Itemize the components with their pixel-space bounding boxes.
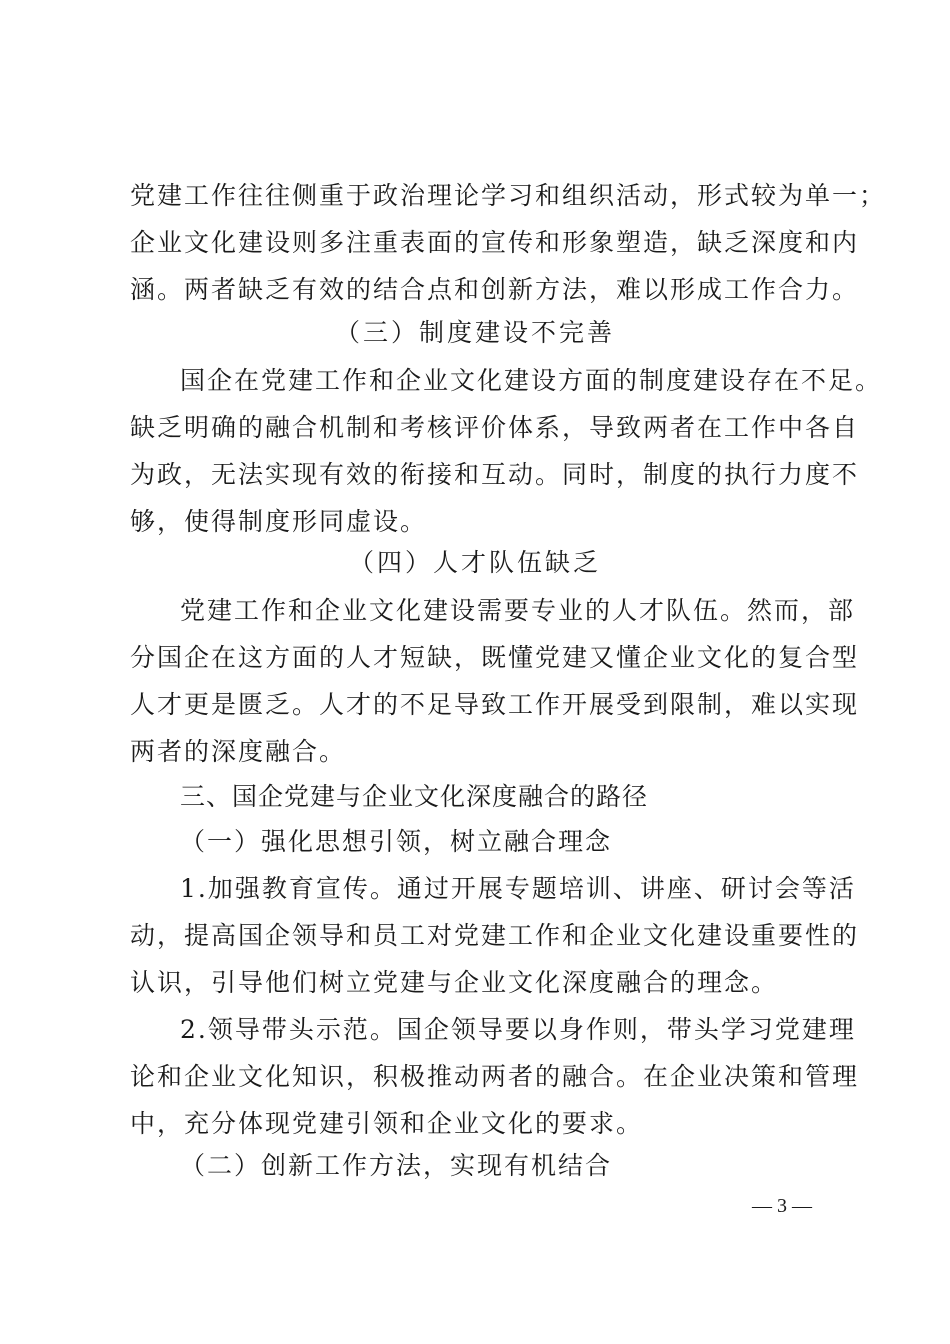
intro-line-1: 党建工作往往侧重于政治理论学习和组织活动，形式较为单一；	[130, 181, 887, 210]
para-4-line-2: 分国企在这方面的人才短缺，既懂党建又懂企业文化的复合型	[130, 643, 860, 672]
para-4-line-4: 两者的深度融合。	[130, 737, 347, 766]
intro-line-2: 企业文化建设则多注重表面的宣传和形象塑造，缺乏深度和内	[130, 228, 860, 257]
item-2-line-3: 中，充分体现党建引领和企业文化的要求。	[130, 1109, 644, 1138]
intro-line-3: 涵。两者缺乏有效的结合点和创新方法，难以形成工作合力。	[130, 275, 860, 304]
para-4-line-1: 党建工作和企业文化建设需要专业的人才队伍。然而，部	[180, 596, 856, 625]
heading-institution-building: （三）制度建设不完善	[334, 318, 615, 347]
subsection-1-title: （一）强化思想引领，树立融合理念	[180, 827, 613, 856]
subsection-2-title: （二）创新工作方法，实现有机结合	[180, 1151, 613, 1180]
para-3-line-4: 够，使得制度形同虚设。	[130, 507, 428, 536]
section-3-title: 三、国企党建与企业文化深度融合的路径	[180, 782, 649, 811]
page-number: — 3 —	[752, 1195, 812, 1217]
para-3-line-1: 国企在党建工作和企业文化建设方面的制度建设存在不足。	[180, 366, 883, 395]
item-1-line-3: 认识，引导他们树立党建与企业文化深度融合的理念。	[130, 968, 779, 997]
para-3-line-3: 为政，无法实现有效的衔接和互动。同时，制度的执行力度不	[130, 460, 860, 489]
item-2-line-1: 2.领导带头示范。国企领导要以身作则，带头学习党建理	[180, 1015, 856, 1044]
item-1-line-1: 1.加强教育宣传。通过开展专题培训、讲座、研讨会等活	[180, 874, 856, 903]
item-2-line-2: 论和企业文化知识，积极推动两者的融合。在企业决策和管理	[130, 1062, 860, 1091]
heading-talent-shortage: （四）人才队伍缺乏	[348, 548, 601, 577]
para-3-line-2: 缺乏明确的融合机制和考核评价体系，导致两者在工作中各自	[130, 413, 860, 442]
item-1-line-2: 动，提高国企领导和员工对党建工作和企业文化建设重要性的	[130, 921, 860, 950]
para-4-line-3: 人才更是匮乏。人才的不足导致工作开展受到限制，难以实现	[130, 690, 860, 719]
